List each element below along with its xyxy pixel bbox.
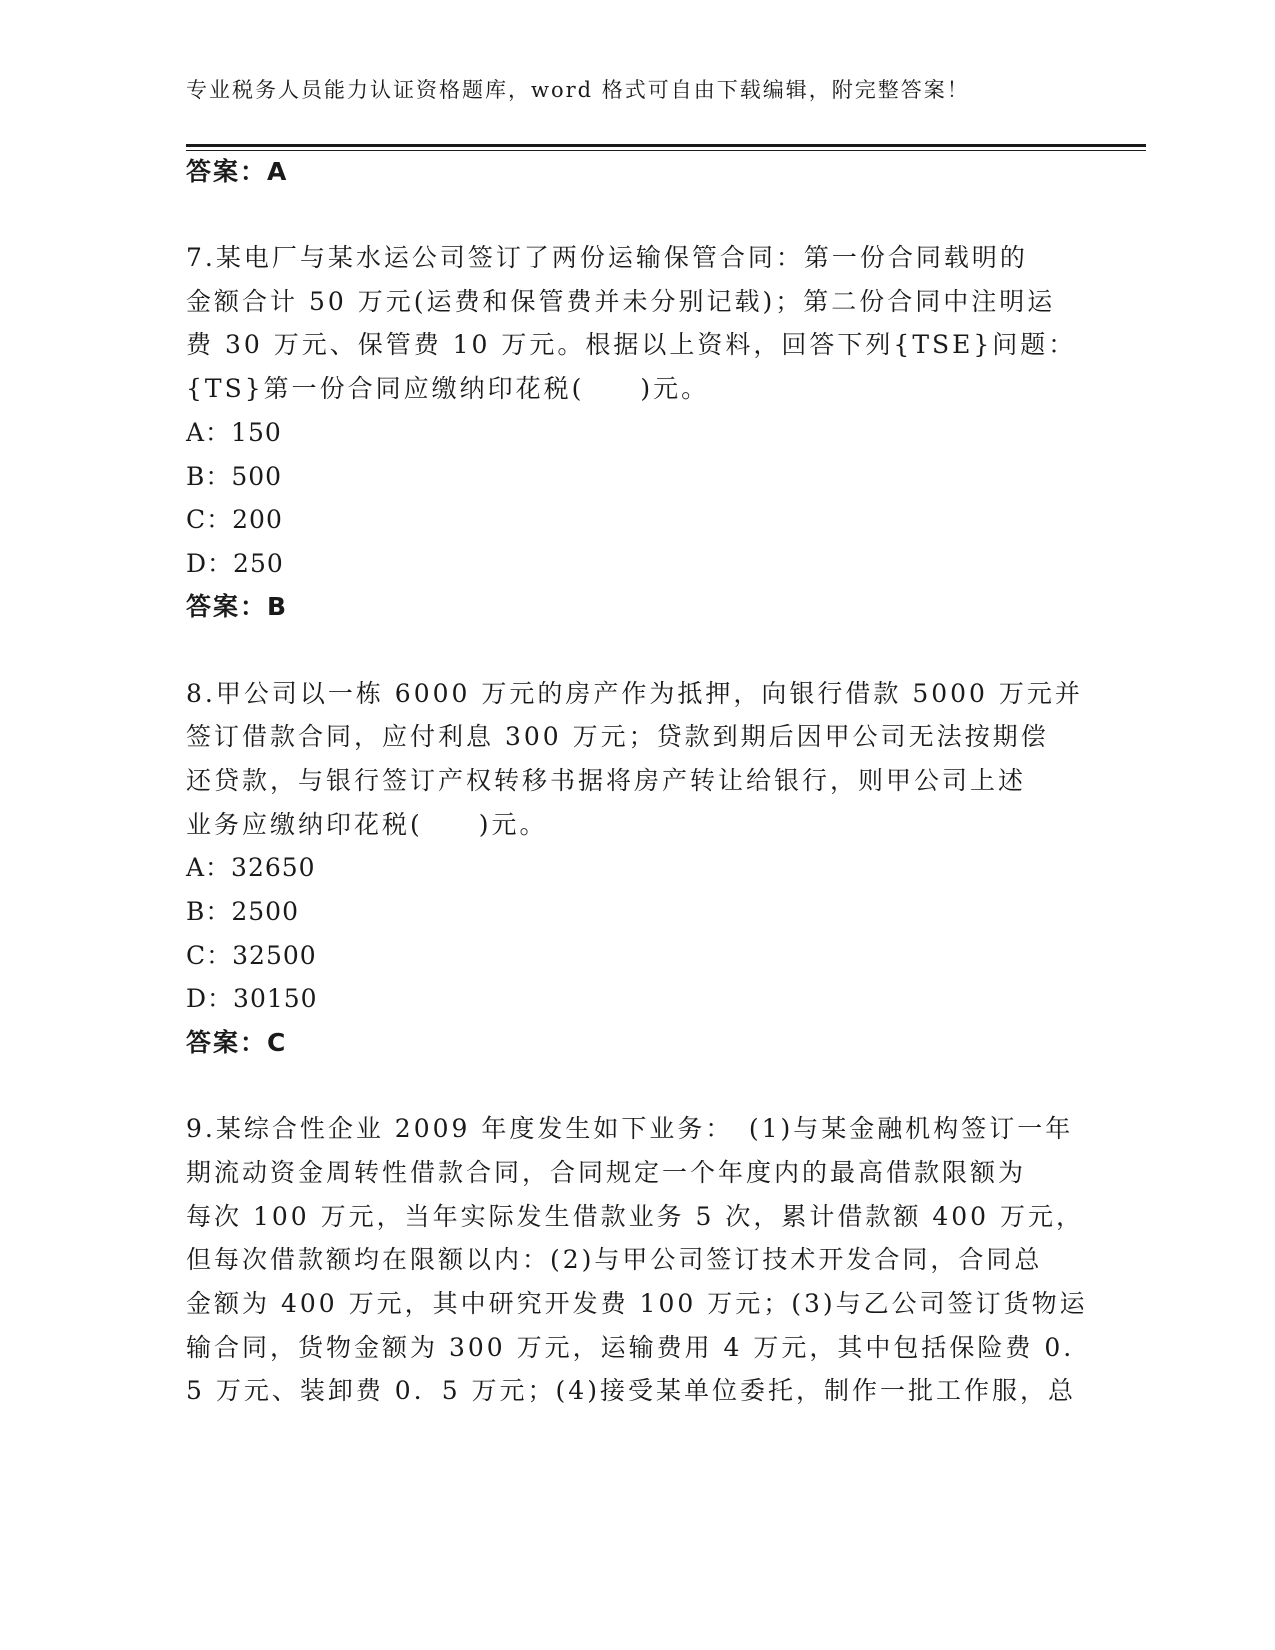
q8-answer: 答案：C xyxy=(186,1028,288,1057)
q8-line-2: 签订借款合同，应付利息 300 万元；贷款到期后因甲公司无法按期偿 xyxy=(186,722,1049,751)
q8-line-3: 还贷款，与银行签订产权转移书据将房产转让给银行，则甲公司上述 xyxy=(186,766,1027,795)
q8-line-1: 8.甲公司以一栋 6000 万元的房产作为抵押，向银行借款 5000 万元并 xyxy=(186,679,1083,708)
header-rule-thin xyxy=(186,150,1146,151)
q8-line-4: 业务应缴纳印花税( )元。 xyxy=(186,810,548,839)
q7-option-b: B：500 xyxy=(186,462,283,491)
previous-answer: 答案：A xyxy=(186,157,289,186)
q9-line-1: 9.某综合性企业 2009 年度发生如下业务： (1)与某金融机构签订一年 xyxy=(186,1114,1074,1143)
q7-line-4: {TS}第一份合同应缴纳印花税( )元。 xyxy=(186,374,710,403)
q7-option-a: A：150 xyxy=(186,418,282,447)
q8-option-d: D：30150 xyxy=(186,984,318,1013)
q7-option-c: C：200 xyxy=(186,505,283,534)
q8-option-c: C：32500 xyxy=(186,941,317,970)
q9-line-7: 5 万元、装卸费 0．5 万元；(4)接受某单位委托，制作一批工作服，总 xyxy=(186,1376,1076,1405)
page-header: 专业税务人员能力认证资格题库，word 格式可自由下载编辑，附完整答案！ xyxy=(186,78,970,102)
q9-line-6: 输合同，货物金额为 300 万元，运输费用 4 万元，其中包括保险费 0. xyxy=(186,1333,1075,1362)
q9-line-2: 期流动资金周转性借款合同，合同规定一个年度内的最高借款限额为 xyxy=(186,1158,1027,1187)
q8-option-a: A：32650 xyxy=(186,853,316,882)
q7-answer: 答案：B xyxy=(186,592,289,621)
q9-line-3: 每次 100 万元，当年实际发生借款业务 5 次，累计借款额 400 万元， xyxy=(186,1202,1085,1231)
header-rule-thick xyxy=(186,144,1146,147)
q8-option-b: B：2500 xyxy=(186,897,299,926)
q7-line-2: 金额合计 50 万元(运费和保管费并未分别记载)；第二份合同中注明运 xyxy=(186,287,1056,316)
q9-line-4: 但每次借款额均在限额以内：(2)与甲公司签订技术开发合同，合同总 xyxy=(186,1245,1043,1274)
q7-line-3: 费 30 万元、保管费 10 万元。根据以上资料，回答下列{TSE}问题： xyxy=(186,330,1077,359)
q7-option-d: D：250 xyxy=(186,549,284,578)
q9-line-5: 金额为 400 万元，其中研究开发费 100 万元；(3)与乙公司签订货物运 xyxy=(186,1289,1088,1318)
q7-line-1: 7.某电厂与某水运公司签订了两份运输保管合同：第一份合同载明的 xyxy=(186,243,1028,272)
